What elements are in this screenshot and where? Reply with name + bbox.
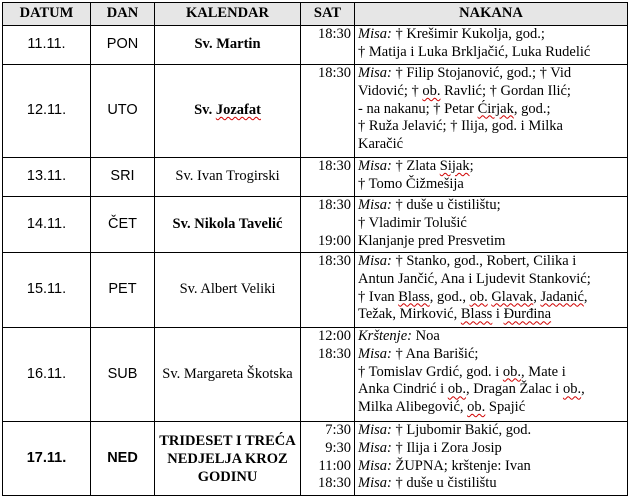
time-spacer (304, 215, 351, 233)
table-row (3, 26, 628, 65)
intention-cell (355, 328, 628, 422)
intention-line: Antun Jančić, Ana i Ljudevit Stanković; (358, 270, 591, 287)
intention-cell (355, 26, 628, 65)
day-cell: ČET (91, 197, 155, 253)
intention-line: † Vladimir Tolušić (358, 214, 467, 231)
intention-line: Vidović; † ob. Ravlić; † Gordan Ilić; (358, 82, 571, 99)
mass-time: 19:00 (317, 232, 351, 249)
calendar-cell: Sv. Nikola Tavelić (155, 197, 301, 253)
header-calendar: KALENDAR (155, 3, 301, 26)
intention-cell (355, 422, 628, 496)
day-cell: NED (91, 422, 155, 496)
date-cell: 13.11. (3, 158, 91, 197)
intention-line: Misa: † Filip Stojanović, god.; † Vid (358, 65, 572, 81)
intention-line: Misa: † Ljubomir Bakić, god. (358, 422, 532, 438)
mass-time: 12:00 (317, 328, 351, 344)
mass-time: 9:30 (325, 439, 351, 456)
time-cell (301, 65, 355, 158)
mass-time: 7:30 (325, 422, 351, 438)
time-cell (301, 26, 355, 65)
calendar-cell: Sv. Martin (155, 26, 301, 65)
day-cell: SRI (91, 158, 155, 197)
calendar-cell: Sv. Margareta Škotska (155, 328, 301, 422)
intention-line: † Matija i Luka Brkljačić, Luka Rudelić (358, 43, 591, 60)
table-row (3, 253, 628, 328)
day-cell: UTO (91, 65, 155, 158)
mass-time: 11:00 (318, 457, 351, 474)
calendar-cell: Sv. Ivan Trogirski (155, 158, 301, 197)
date-cell: 14.11. (3, 197, 91, 253)
intention-line: † Tomislav Grdić, god. i ob., Mate i (358, 363, 566, 380)
mass-time: 18:30 (317, 253, 351, 269)
intention-line: † Tomo Čižmešija (358, 175, 464, 192)
intention-line: Misa: † Ana Barišić; (358, 345, 479, 362)
intention-line: Misa: † Ilija i Zora Josip (358, 439, 502, 456)
intention-line: † Ivan Blass, god., ob. Glavak, Jadanić, (358, 288, 588, 305)
intention-line: Anka Cindrić i ob., Dragan Žalac i ob., (358, 381, 585, 398)
mass-time: 18:30 (317, 475, 351, 492)
intention-line: Misa: ŽUPNA; krštenje: Ivan (358, 457, 531, 474)
time-cell (301, 158, 355, 197)
header-intention: NAKANA (355, 3, 628, 26)
time-cell (301, 197, 355, 253)
intention-cell (355, 197, 628, 253)
intention-line: Krštenje: Noa (358, 328, 440, 344)
calendar-cell: Sv. Albert Veliki (155, 253, 301, 328)
header-row (3, 3, 628, 26)
table-row (3, 158, 628, 197)
mass-time: 18:30 (317, 345, 351, 362)
date-cell: 15.11. (3, 253, 91, 328)
table-row (3, 328, 628, 422)
time-cell (301, 328, 355, 422)
intention-cell (355, 158, 628, 197)
mass-schedule-table (2, 2, 628, 496)
time-cell (301, 253, 355, 328)
table-row (3, 65, 628, 158)
intention-line: Klanjanje pred Presvetim (358, 232, 506, 249)
date-cell: 11.11. (3, 26, 91, 65)
intention-line: Karačić (358, 136, 404, 153)
intention-line: Misa: † duše u čistilištu (358, 475, 497, 492)
intention-line: - na nakanu; † Petar Ćirjak, god.; (358, 100, 551, 117)
day-cell: PET (91, 253, 155, 328)
intention-line: Milka Alibegović, ob. Spajić (358, 399, 526, 416)
intention-line: † Ruža Jelavić; † Ilija, god. i Milka (358, 118, 563, 135)
intention-line: Težak, Mirković, Blass i Đurđina (358, 306, 552, 323)
intention-line: Misa: † Krešimir Kukolja, god.; (358, 26, 545, 42)
intention-cell (355, 65, 628, 158)
mass-time: 18:30 (317, 197, 351, 213)
mass-time: 18:30 (317, 158, 351, 174)
header-day: DAN (91, 3, 155, 26)
calendar-cell: TRIDESET I TREĆA NEDJELJA KROZ GODINU (155, 422, 301, 496)
date-cell: 17.11. (3, 422, 91, 496)
table-row (3, 197, 628, 253)
header-time: SAT (301, 3, 355, 26)
day-cell: SUB (91, 328, 155, 422)
day-cell: PON (91, 26, 155, 65)
calendar-cell: Sv. Jozafat (155, 65, 301, 158)
date-cell: 12.11. (3, 65, 91, 158)
date-cell: 16.11. (3, 328, 91, 422)
intention-line: Misa: † Stanko, god., Robert, Cilika i (358, 253, 577, 269)
table-row (3, 422, 628, 496)
mass-time: 18:30 (317, 26, 351, 42)
time-cell (301, 422, 355, 496)
intention-line: Misa: † Zlata Sijak; (358, 158, 474, 174)
intention-cell (355, 253, 628, 328)
header-date: DATUM (3, 3, 91, 26)
intention-line: Misa: † duše u čistilištu; (358, 197, 501, 213)
mass-time: 18:30 (317, 65, 351, 81)
